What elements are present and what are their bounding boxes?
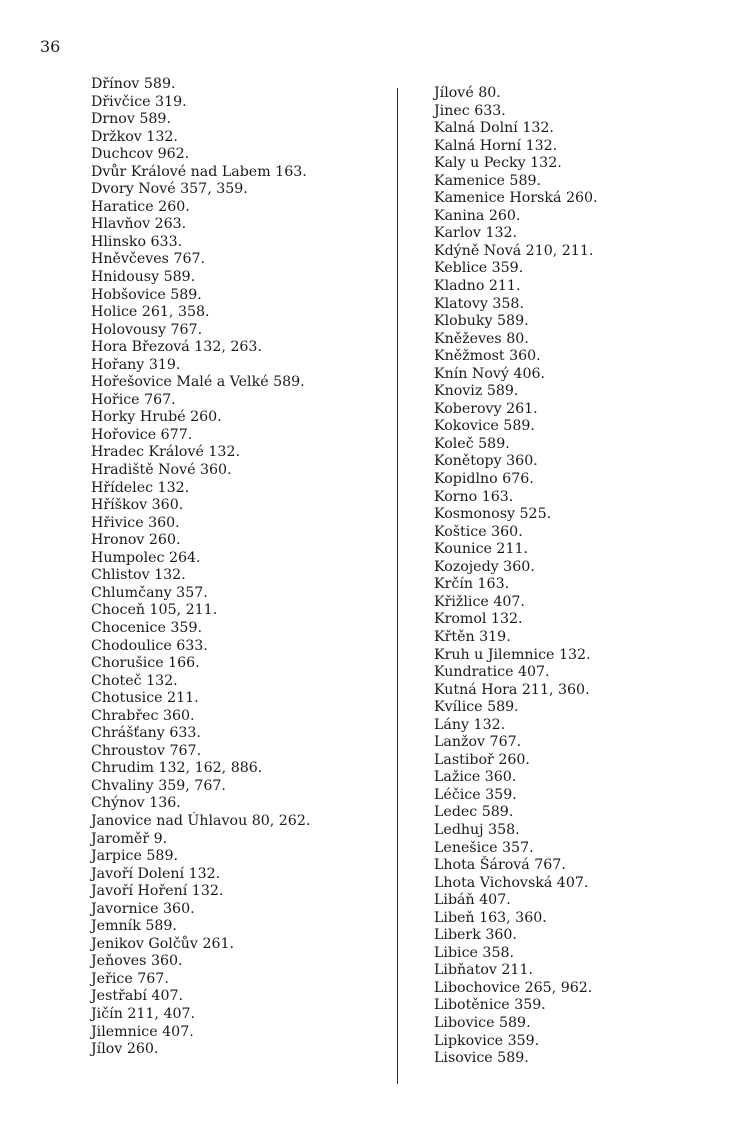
index-entry: Lipkovice 359. (434, 1032, 540, 1049)
index-entry: Knín Nový 406. (434, 365, 546, 382)
index-entry: Janovice nad Úhlavou 80, 262. (91, 812, 311, 829)
index-entry: Ledec 589. (434, 804, 514, 821)
index-entry: Kamenice Horská 260. (434, 190, 598, 207)
index-entry: Kanina 260. (434, 207, 521, 224)
index-entry: Haratice 260. (91, 198, 190, 215)
index-entry: Kladno 211. (434, 278, 521, 295)
index-entry: Klobuky 589. (434, 313, 529, 330)
index-entry: Jílové 80. (434, 85, 501, 101)
index-entry: Dvůr Králové nad Labem 163. (91, 163, 307, 180)
index-entry: Kněževes 80. (434, 330, 529, 347)
index-entry: Chlistov 132. (91, 567, 186, 584)
index-entry: Kamenice 589. (434, 172, 542, 189)
index-entry: Hořovice 677. (91, 426, 193, 443)
index-entry: Léčice 359. (434, 786, 517, 803)
index-entry: Koberovy 261. (434, 400, 538, 417)
index-entry: Chrabřec 360. (91, 707, 195, 724)
index-entry: Horky Hrubé 260. (91, 409, 222, 426)
index-column-right (434, 85, 734, 1068)
index-entry: Korno 163. (434, 488, 514, 505)
index-entry: Lisovice 589. (434, 1050, 529, 1067)
index-entry: Jestřabí 407. (91, 988, 184, 1005)
index-entry: Chotusice 211. (91, 690, 199, 707)
index-entry: Lhota Šárová 767. (434, 857, 566, 874)
index-entry: Jeňoves 360. (91, 953, 183, 970)
index-entry: Knoviz 589. (434, 383, 519, 400)
index-entry: Libeň 163, 360. (434, 909, 547, 926)
index-entry: Javoří Hoření 132. (91, 883, 224, 900)
index-entry: Chlumčany 357. (91, 584, 208, 601)
index-entry: Chroustov 767. (91, 742, 202, 759)
index-entry: Jarpice 589. (91, 848, 178, 865)
index-entry: Koleč 589. (434, 435, 510, 452)
index-entry: Javoří Dolení 132. (91, 865, 221, 882)
index-entry: Chrudim 132, 162, 886. (91, 760, 263, 777)
index-entry: Jilemnice 407. (91, 1023, 194, 1040)
index-entry: Hlinsko 633. (91, 233, 183, 250)
index-entry: Hradec Králové 132. (91, 444, 240, 461)
index-entry: Kalná Dolní 132. (434, 120, 554, 137)
index-entry: Chrášťany 633. (91, 725, 201, 742)
index-entry: Jeřice 767. (91, 970, 169, 987)
index-entry: Dřivčice 319. (91, 93, 187, 110)
index-entry: Dřínov 589. (91, 76, 176, 92)
index-entry: Libotěnice 359. (434, 997, 546, 1014)
index-entry: Hořešovice Malé a Velké 589. (91, 374, 305, 391)
index-entry: Jemník 589. (91, 918, 177, 935)
index-entry: Drnov 589. (91, 111, 171, 128)
index-entry: Hříškov 360. (91, 497, 184, 514)
index-entry: Křtěn 319. (434, 628, 511, 645)
index-entry: Kutná Hora 211, 360. (434, 681, 590, 698)
index-entry: Držkov 132. (91, 128, 178, 145)
index-entry: Humpolec 264. (91, 549, 201, 566)
index-entry: Libáň 407. (434, 892, 511, 909)
index-entry: Kvílice 589. (434, 699, 519, 716)
index-entry: Libochovice 265, 962. (434, 979, 593, 996)
index-entry: Kdýně Nová 210, 211. (434, 242, 594, 259)
index-entry: Lhota Vichovská 407. (434, 874, 589, 891)
index-entry: Hněvčeves 767. (91, 251, 206, 268)
index-entry: Kaly u Pecky 132. (434, 155, 562, 172)
index-entry: Kopidlno 676. (434, 471, 534, 488)
index-entry: Hlavňov 263. (91, 216, 187, 233)
index-entry: Karlov 132. (434, 225, 518, 242)
index-entry: Krčín 163. (434, 576, 510, 593)
column-divider (397, 88, 398, 1084)
index-column-left (91, 76, 391, 1059)
index-entry: Jílov 260. (91, 1041, 159, 1058)
index-entry: Chorušice 166. (91, 655, 200, 672)
index-entry: Kosmonosy 525. (434, 506, 552, 523)
page-number: 36 (40, 37, 61, 56)
index-entry: Holovousy 767. (91, 321, 203, 338)
index-entry: Hradiště Nové 360. (91, 462, 232, 479)
index-entry: Hora Březová 132, 263. (91, 339, 262, 356)
index-entry: Hřídelec 132. (91, 479, 190, 496)
index-entry: Koštice 360. (434, 523, 523, 540)
index-entry: Ledhuj 358. (434, 821, 520, 838)
index-entry: Libovice 589. (434, 1014, 531, 1031)
index-entry: Chýnov 136. (91, 795, 181, 812)
index-entry: Kundratice 407. (434, 664, 550, 681)
index-entry: Duchcov 962. (91, 146, 190, 163)
index-entry: Lenešice 357. (434, 839, 534, 856)
index-entry: Liberk 360. (434, 927, 517, 944)
index-entry: Lanžov 767. (434, 734, 522, 751)
index-entry: Klatovy 358. (434, 295, 524, 312)
index-entry: Chvaliny 359, 767. (91, 777, 226, 794)
index-entry: Chodoulice 633. (91, 637, 208, 654)
index-entry: Hořice 767. (91, 391, 176, 408)
index-entry: Choceň 105, 211. (91, 602, 218, 619)
index-entry: Konětopy 360. (434, 453, 538, 470)
index-entry: Kněžmost 360. (434, 348, 541, 365)
index-entry: Kokovice 589. (434, 418, 535, 435)
index-entry: Hobšovice 589. (91, 286, 202, 303)
index-entry: Kounice 211. (434, 541, 529, 558)
index-entry: Choteč 132. (91, 672, 178, 689)
index-entry: Dvory Nové 357, 359. (91, 181, 248, 198)
index-entry: Kromol 132. (434, 611, 523, 628)
index-entry: Křižlice 407. (434, 593, 525, 610)
index-entry: Libňatov 211. (434, 962, 533, 979)
index-entry: Hnidousy 589. (91, 269, 196, 286)
index-entry: Hronov 260. (91, 532, 181, 549)
index-entry: Jičín 211, 407. (91, 1005, 196, 1022)
index-entry: Kozojedy 360. (434, 558, 535, 575)
index-entry: Lány 132. (434, 716, 506, 733)
index-entry: Hořany 319. (91, 356, 181, 373)
index-entry: Libice 358. (434, 944, 515, 961)
index-entry: Kruh u Jilemnice 132. (434, 646, 591, 663)
index-entry: Kalná Horní 132. (434, 137, 558, 154)
index-entry: Jinec 633. (434, 102, 506, 119)
index-entry: Chocenice 359. (91, 619, 202, 636)
index-entry: Javornice 360. (91, 900, 195, 917)
index-entry: Lažice 360. (434, 769, 517, 786)
index-entry: Keblice 359. (434, 260, 524, 277)
index-entry: Jaroměř 9. (91, 830, 168, 847)
index-entry: Jenikov Golčův 261. (91, 935, 235, 952)
index-entry: Lastiboř 260. (434, 751, 530, 768)
index-entry: Holice 261, 358. (91, 304, 210, 321)
index-entry: Hřivice 360. (91, 514, 180, 531)
